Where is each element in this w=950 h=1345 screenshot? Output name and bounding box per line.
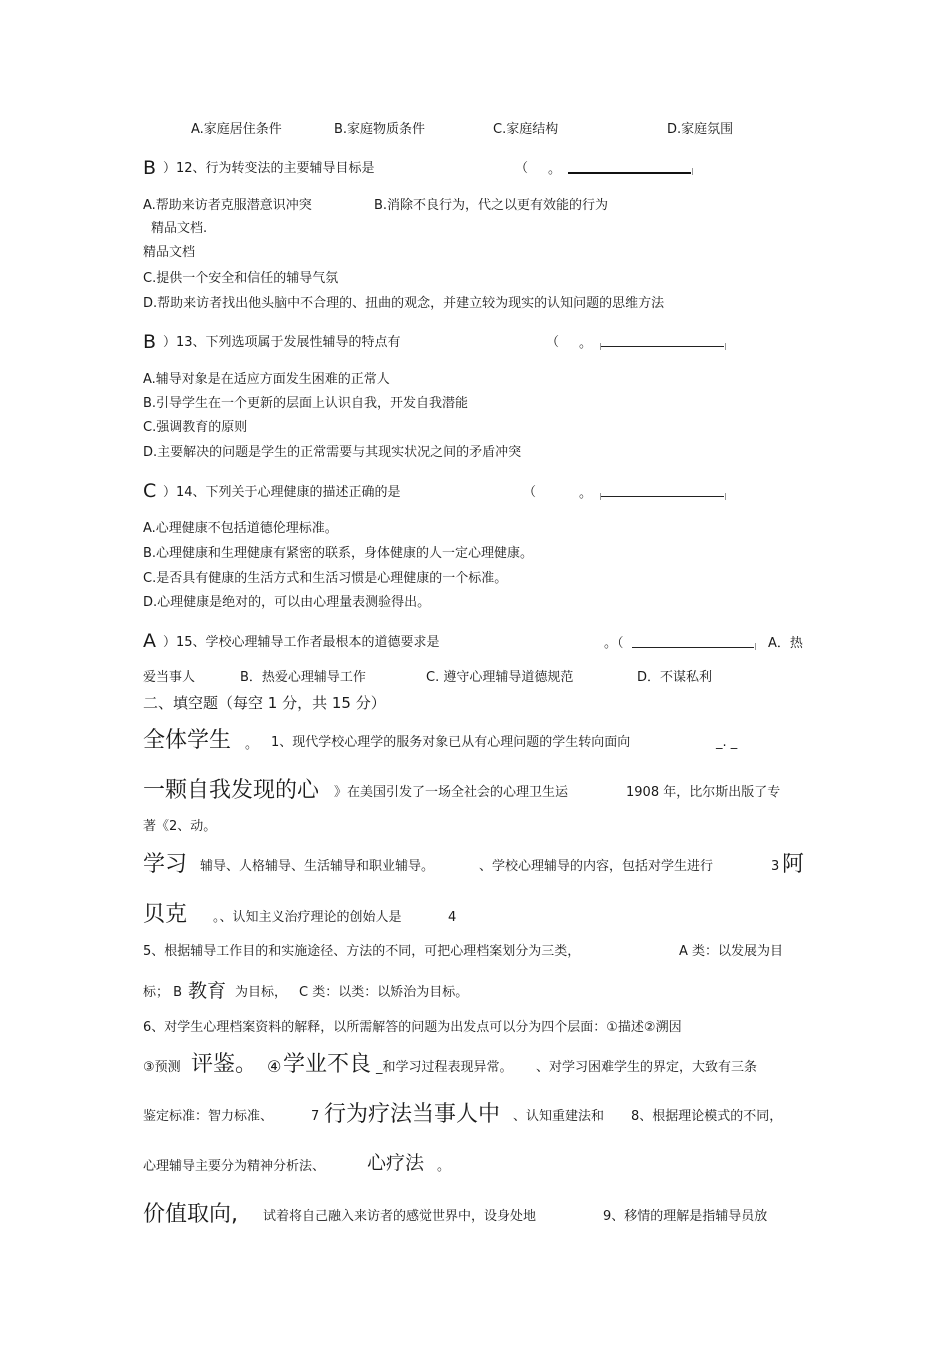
fill-text: 为目标， [235,985,288,1000]
fill-text: 、学校心理辅导的内容，包括对学生进行 [479,859,714,874]
watermark-note: 精品文档 [143,245,196,260]
fill-text: A 类：以发展为目 [679,944,784,959]
q13-stem: ）13、下列选项属于发展性辅导的特点有 [163,335,401,350]
q12-option-c: C.提供一个安全和信任的辅导气氛 [143,271,339,286]
q15-blank-end [755,643,756,650]
q12-blank-end [692,168,693,175]
fill-text: C 类：以类：以矫治为目标。 [299,985,469,1000]
fill-text: 5、根据辅导工作目的和实施途径、方法的不同，可把心理档案划分为三类， [143,944,581,959]
q15-stem: ）15、学校心理辅导工作者最根本的道德要求是 [163,635,440,650]
fill-answer: 全体学生 [143,728,232,753]
q14-option-a: A.心理健康不包括道德伦理标准。 [143,521,338,536]
fill-text: 3 [771,859,780,874]
fill-text: 。 [437,1159,451,1174]
q15-answer: A [143,630,156,652]
fill-answer: 学业不良 [283,1052,372,1077]
fill-answer: 评鉴。 [191,1052,258,1077]
fill-text: 。 [245,737,259,752]
q12-option-d: D.帮助来访者找出他头脑中不合理的、扭曲的观念，并建立较为现实的认知问题的思维方法 [143,296,665,311]
fill-answer: 贝克 [143,902,188,927]
q11-option-a: A.家庭居住条件 [191,122,282,137]
q12-option-a: A.帮助来访者克服潜意识冲突 [143,198,312,213]
fill-answer: 阿 [782,852,805,877]
fill-answer: 教育 [188,980,227,1002]
q11-option-c: C.家庭结构 [493,122,559,137]
fill-answer: 一颗自我发现的心 [143,778,320,803]
q13-answer-blank [601,346,724,347]
fill-text: 试着将自己融入来访者的感觉世界中，设身处地 [263,1209,537,1224]
q15-option-b: B．热爱心理辅导工作 [240,670,366,685]
fill-text: 。、认知主义治疗理论的创始人是 [213,910,402,925]
q14-option-b: B.心理健康和生理健康有紧密的联系，身体健康的人一定心理健康。 [143,546,534,561]
q12-answer-blank [568,172,691,174]
q14-option-d: D.心理健康是绝对的，可以由心理量表测验得出。 [143,595,431,610]
q14-answer-blank [601,496,724,497]
fill-text: 著《2、动。 [143,819,217,834]
q13-option-a: A.辅导对象是在适应方面发生困难的正常人 [143,372,390,387]
fill-text: 8、根据理论模式的不同， [631,1109,783,1124]
watermark-note: 精品文档. [151,221,208,236]
fill-text: ③预测 [143,1060,181,1075]
fill-text: 标； B [143,985,183,1000]
q13-answer: B [143,331,157,353]
fill-text: 辅导、人格辅导、生活辅导和职业辅导。 [200,859,435,874]
fill-text: 1908 年，比尔斯出版了专 [626,785,781,800]
q13-option-c: C.强调教育的原则 [143,420,248,435]
fill-answer: 心疗法 [367,1152,425,1174]
q11-option-d: D.家庭氛围 [667,122,734,137]
q13-paren: （ [546,335,560,350]
fill-text: 1、现代学校心理学的服务对象已从有心理问题的学生转向面向 [271,735,631,750]
q12-paren: （ [515,161,529,176]
fill-text: 》在美国引发了一场全社会的心理卫生运 [334,785,569,800]
fill-text: 、对学习困难学生的界定，大致有三条 [536,1060,758,1075]
fill-text: 心理辅导主要分为精神分析法、 [143,1159,326,1174]
q12-dot: 。 [548,162,562,177]
q13-option-d: D.主要解决的问题是学生的正常需要与其现实状况之间的矛盾冲突 [143,445,522,460]
q14-stem: ）14、下列关于心理健康的描述正确的是 [163,485,401,500]
fill-text: 7 [311,1109,320,1124]
fill-answer: 学习 [143,852,188,877]
q12-option-b: B.消除不良行为，代之以更有效能的行为 [374,198,609,213]
fill-text: 9、移情的理解是指辅导员放 [603,1209,768,1224]
fill-text: 4 [448,910,457,925]
section-2-title: 二、填空题（每空 1 分，共 15 分） [143,694,386,712]
fill-answer: 价值取向, [143,1202,238,1227]
q15-answer-blank [632,647,754,648]
fill-text: 、认知重建法和 [513,1109,605,1124]
q12-stem: ）12、行为转变法的主要辅导目标是 [163,161,375,176]
q15-option-c: C. 遵守心理辅导道德规范 [426,670,574,685]
q11-option-b: B.家庭物质条件 [334,122,426,137]
q15-dot-paren: 。（ [604,636,624,651]
fill-text: ④ [267,1057,282,1076]
q14-answer: C [143,480,157,502]
q14-blank-end [725,493,726,500]
q14-paren: （ [523,485,537,500]
fill-text: 6、对学生心理档案资料的解释，以所需解答的问题为出发点可以分为四个层面：①描述②溯因 [143,1020,682,1035]
fill-text: _和学习过程表现异常。 [376,1060,513,1075]
q13-blank-end [725,343,726,350]
fill-answer: 行为疗法当事人中 [324,1102,501,1127]
fill-text: 鉴定标准：智力标准、 [143,1109,274,1124]
q13-dot: 。 [579,336,593,351]
q14-dot: 。 [579,486,593,501]
q12-answer: B [143,157,157,179]
q13-option-b: B.引导学生在一个更新的层面上认识自我，开发自我潜能 [143,396,469,411]
q14-option-c: C.是否具有健康的生活方式和生活习惯是心理健康的一个标准。 [143,571,508,586]
q15-option-a-start: A．热 [768,636,803,651]
fill-text: _. _ [716,735,738,750]
q15-option-d: D．不谋私利 [637,670,713,685]
q15-option-a-end: 爱当事人 [143,670,196,685]
